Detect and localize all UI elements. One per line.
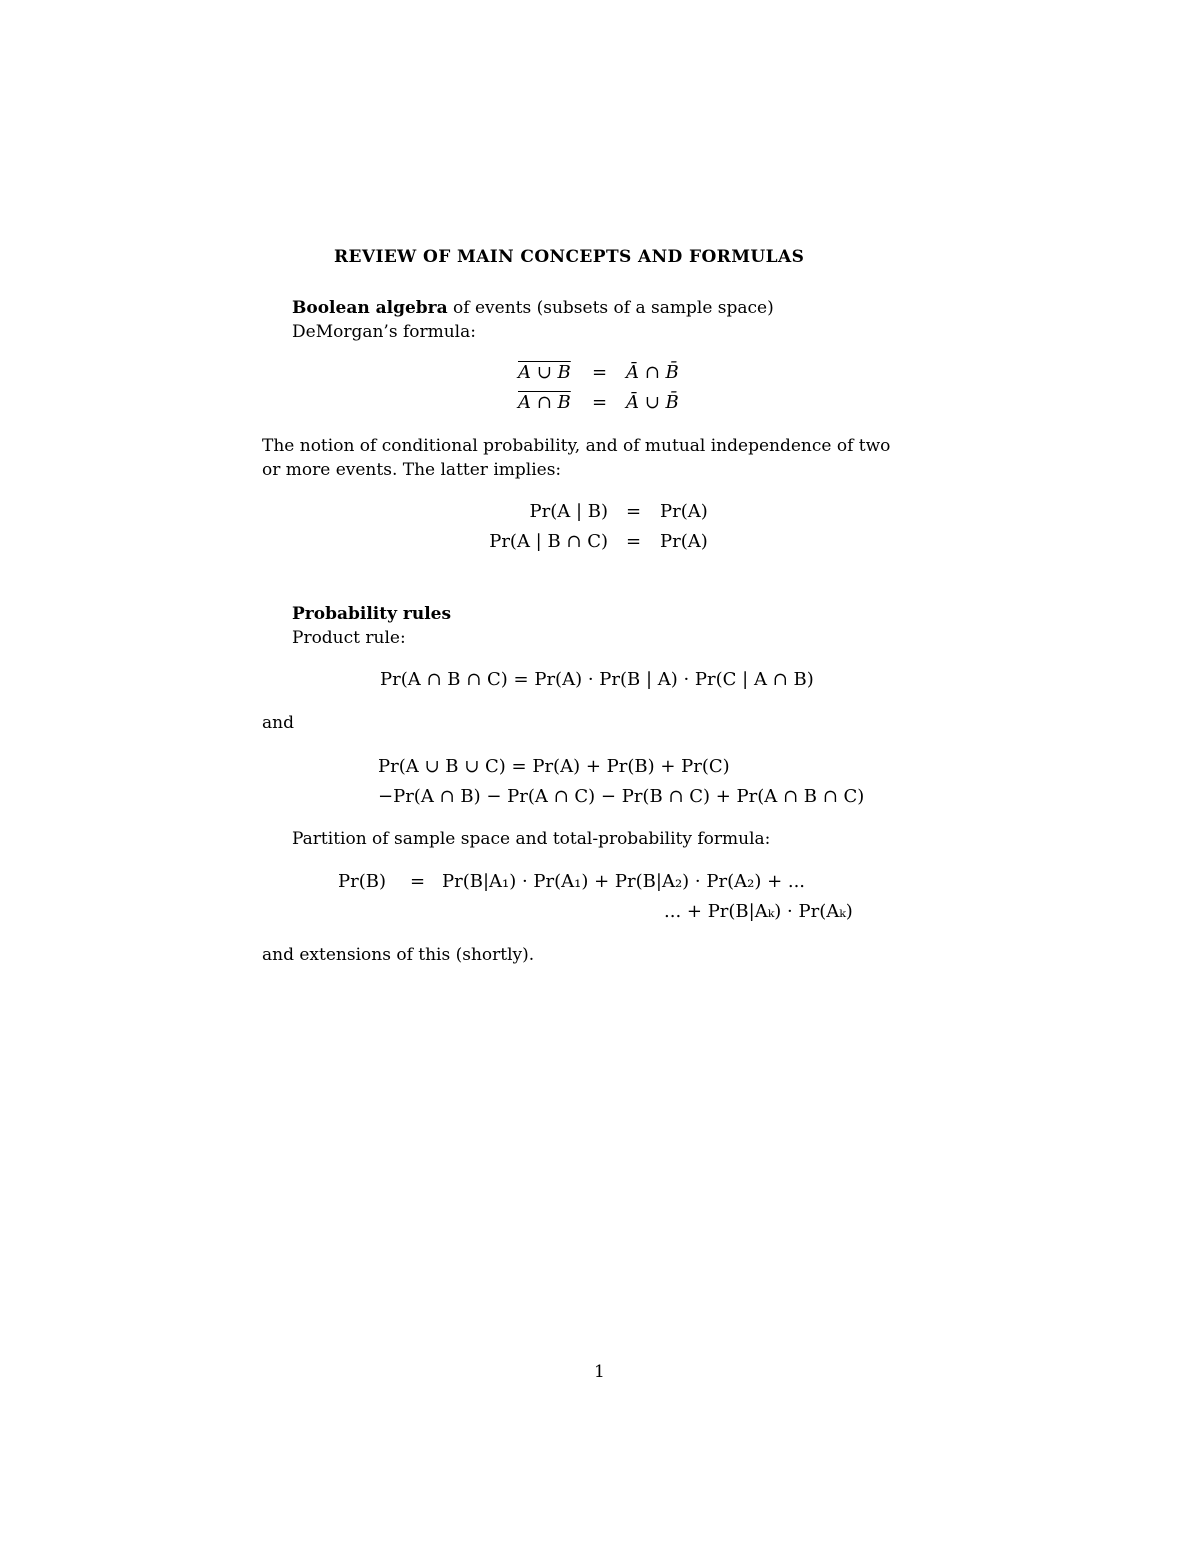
and-label: and [262, 713, 294, 733]
independence-eq2-op: = [626, 531, 642, 552]
independence-eq1-rhs: Pr(A) [660, 501, 708, 522]
page-title: REVIEW OF MAIN CONCEPTS AND FORMULAS [334, 247, 805, 267]
closing-text: and extensions of this (shortly). [262, 945, 535, 965]
independence-eq2-rhs: Pr(A) [660, 531, 708, 552]
demorgan-label: DeMorgan’s formula: [292, 322, 476, 342]
conditional-text-line1: The notion of conditional probability, and of mutual independence of two [262, 436, 891, 456]
independence-eq2-lhs: Pr(A | B ∩ C) [489, 531, 608, 552]
boolean-algebra-line [292, 298, 774, 318]
product-rule-label: Product rule: [292, 628, 406, 648]
inclusion-exclusion-line2: −Pr(A ∩ B) − Pr(A ∩ C) − Pr(B ∩ C) + Pr(A ∩ B ∩ C) [378, 786, 865, 807]
independence-eq1-lhs: Pr(A | B) [529, 501, 608, 522]
demorgan-eq1-lhs: A ∪ B [518, 362, 571, 383]
demorgan-eq2-lhs: A ∩ B [518, 392, 571, 413]
demorgan-eq1-op: = [592, 362, 608, 383]
inclusion-exclusion-line1: Pr(A ∪ B ∪ C) = Pr(A) + Pr(B) + Pr(C) [378, 756, 730, 777]
total-probability-rhs-line2: ... + Pr(B|Aₖ) · Pr(Aₖ) [664, 901, 853, 922]
independence-eq1-op: = [626, 501, 642, 522]
total-probability-op: = [410, 871, 426, 892]
total-probability-rhs-line1: Pr(B|A₁) · Pr(A₁) + Pr(B|A₂) · Pr(A₂) + ... [442, 871, 806, 892]
demorgan-eq1-rhs: Ā ∩ B̄ [626, 362, 679, 383]
product-rule-equation: Pr(A ∩ B ∩ C) = Pr(A) · Pr(B | A) · Pr(C | A ∩ B) [380, 669, 814, 690]
boolean-algebra-heading: Boolean algebra [292, 298, 448, 318]
probability-rules-heading: Probability rules [292, 604, 452, 624]
page-number: 1 [594, 1362, 605, 1382]
conditional-text-line2: or more events. The latter implies: [262, 460, 562, 480]
partition-label: Partition of sample space and total-probability formula: [292, 829, 771, 849]
demorgan-eq2-rhs: Ā ∪ B̄ [626, 392, 679, 413]
total-probability-lhs: Pr(B) [338, 871, 386, 892]
boolean-algebra-description: of events (subsets of a sample space) [447, 298, 774, 318]
independence-equations [470, 501, 730, 561]
demorgan-eq2-op: = [592, 392, 608, 413]
demorgan-equations [500, 362, 700, 422]
